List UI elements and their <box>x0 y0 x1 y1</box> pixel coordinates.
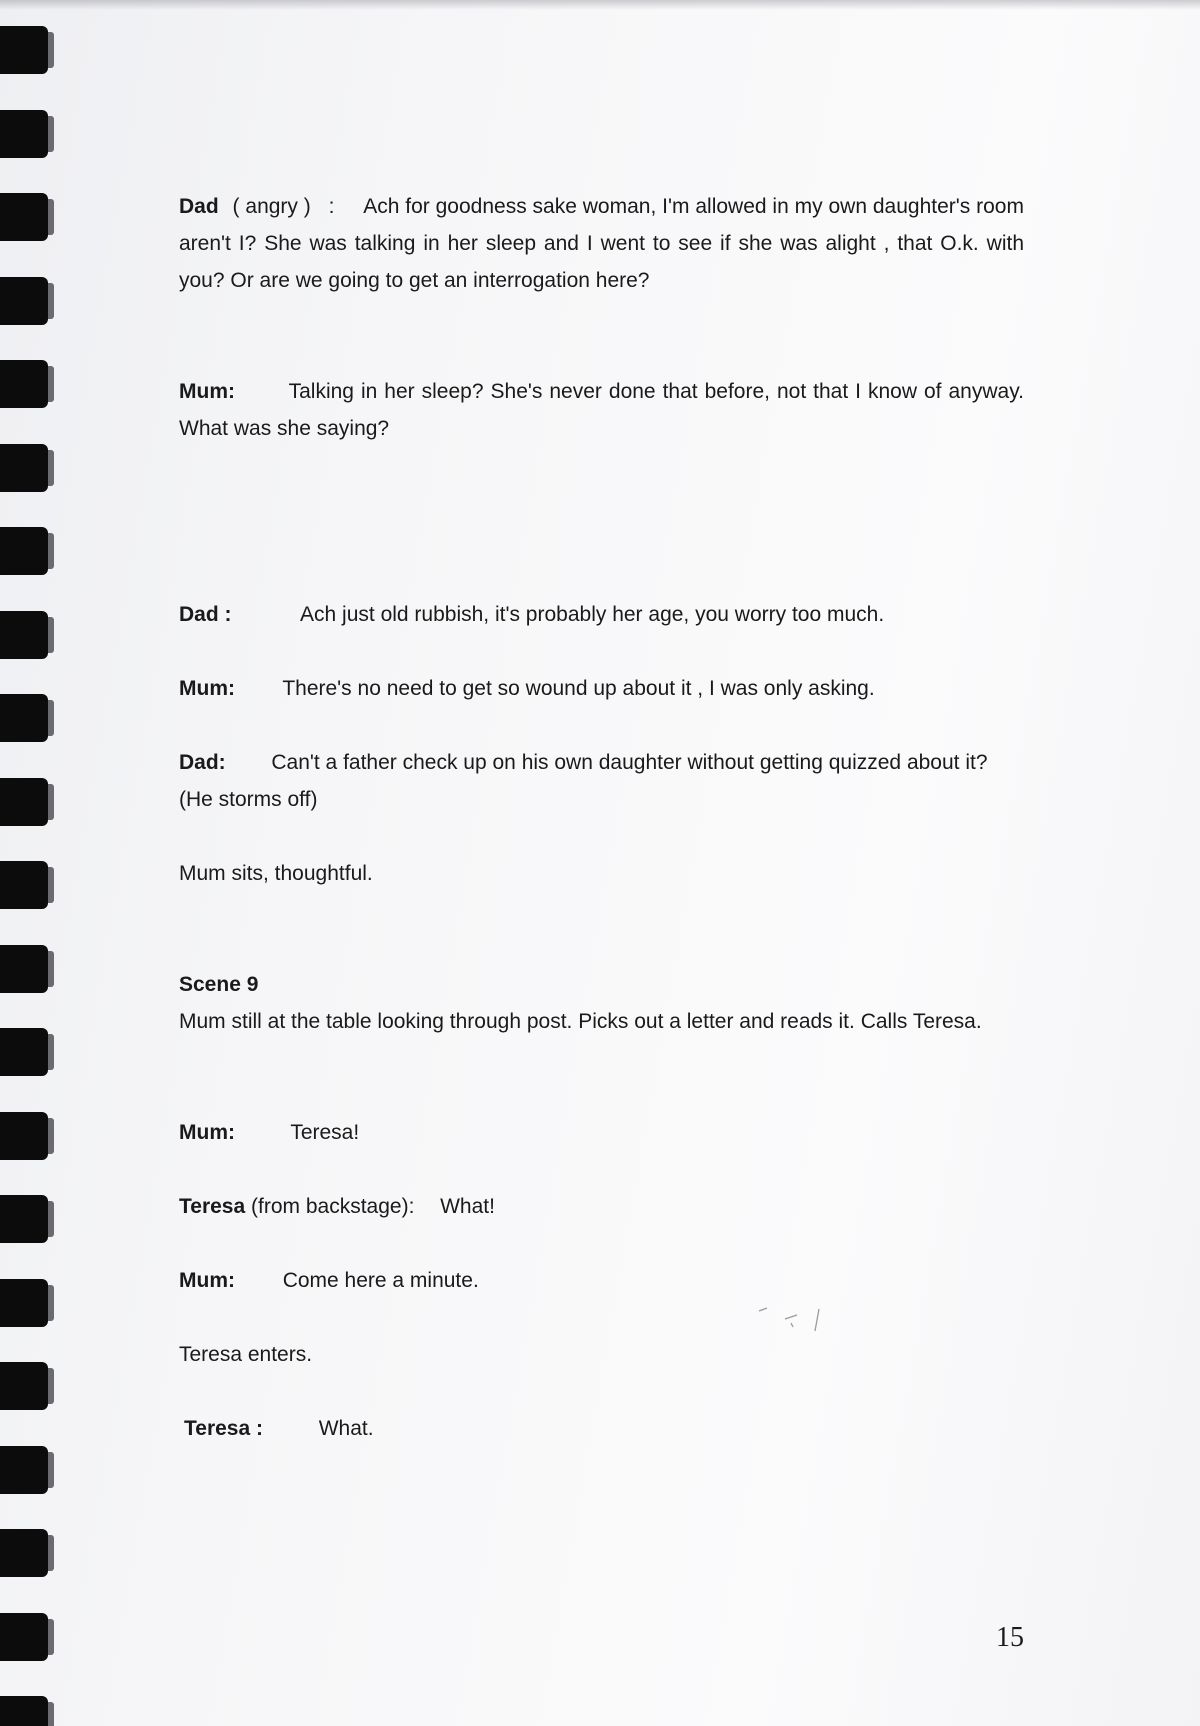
binding-ring <box>0 444 48 492</box>
dialogue-text: Teresa! <box>290 1121 360 1144</box>
mum-line-4 <box>179 1262 1024 1299</box>
dad-line-3 <box>179 744 1024 818</box>
binding-ring <box>0 694 48 742</box>
stage-direction-storms-off: (He storms off) <box>179 788 318 811</box>
stage-direction-mum-sits: Mum sits, thoughtful. <box>179 862 373 885</box>
stage-direction-angry: ( angry ) <box>232 195 311 218</box>
teresa-line-2 <box>179 1410 1024 1447</box>
stage-direction-teresa-enters: Teresa enters. <box>179 1343 313 1366</box>
binding-ring <box>0 861 48 909</box>
binding-ring <box>0 1112 48 1160</box>
binding-ring <box>0 1446 48 1494</box>
binding-ring <box>0 1279 48 1327</box>
ink-speck-mark <box>755 1305 835 1335</box>
scene-description: Mum still at the table looking through post. Picks out a letter and reads it. Calls Teresa. <box>179 1010 982 1033</box>
binding-ring <box>0 611 48 659</box>
binding-ring <box>0 1195 48 1243</box>
binding-ring <box>0 1028 48 1076</box>
binding-ring <box>0 1613 48 1661</box>
speaker-colon: : <box>328 195 335 218</box>
dialogue-text: What! <box>440 1195 495 1218</box>
binding-ring <box>0 945 48 993</box>
speaker-mum: Mum: <box>179 1269 235 1292</box>
binding-ring <box>0 1529 48 1577</box>
mum-line-3 <box>179 1114 1024 1151</box>
dialogue-text: There's no need to get so wound up about it , I was only asking. <box>282 677 875 700</box>
binding-ring <box>0 1696 48 1726</box>
speaker-teresa: Teresa : <box>184 1417 263 1440</box>
dad-line-1 <box>179 188 1024 299</box>
speaker-mum: Mum: <box>179 677 235 700</box>
binding-ring <box>0 360 48 408</box>
page-top-shadow <box>0 0 1200 10</box>
dialogue-text: Ach just old rubbish, it's probably her age, you worry too much. <box>300 603 885 626</box>
binding-ring <box>0 193 48 241</box>
speaker-dad: Dad: <box>179 751 226 774</box>
dialogue-text: Talking in her sleep? She's never done that before, not that I know of anyway. What was she saying? <box>179 380 1024 440</box>
page-number: 15 <box>996 1622 1024 1653</box>
dialogue-text: Can't a father check up on his own daughter without getting quizzed about it? <box>271 751 988 774</box>
binding-ring <box>0 26 48 74</box>
speaker-mum: Mum: <box>179 380 235 403</box>
dialogue-text: What. <box>318 1417 374 1440</box>
binding-ring <box>0 110 48 158</box>
mum-line-2 <box>179 670 1024 707</box>
binding-ring <box>0 1362 48 1410</box>
mum-line-1 <box>179 373 1024 447</box>
binding-ring <box>0 778 48 826</box>
speaker-mum: Mum: <box>179 1121 235 1144</box>
teresa-line-1 <box>179 1188 1024 1225</box>
speaker-dad: Dad <box>179 195 219 218</box>
dialogue-text: Come here a minute. <box>282 1269 479 1292</box>
binding-ring <box>0 527 48 575</box>
speaker-dad: Dad : <box>179 603 232 626</box>
binding-ring <box>0 277 48 325</box>
spiral-binding-icon <box>0 0 60 1726</box>
scene-heading: Scene 9 <box>179 973 259 996</box>
stage-direction-backstage: (from backstage): <box>251 1195 415 1218</box>
dialogue-text: Ach for goodness sake woman, I'm allowed in my own daughter's room aren't I? She was talking in her sleep and I went to see if she was alight , that O.k. with you? Or are we going to get an interrogation here? <box>179 195 1024 292</box>
dad-line-2 <box>179 596 1024 633</box>
speaker-teresa: Teresa <box>179 1195 246 1218</box>
